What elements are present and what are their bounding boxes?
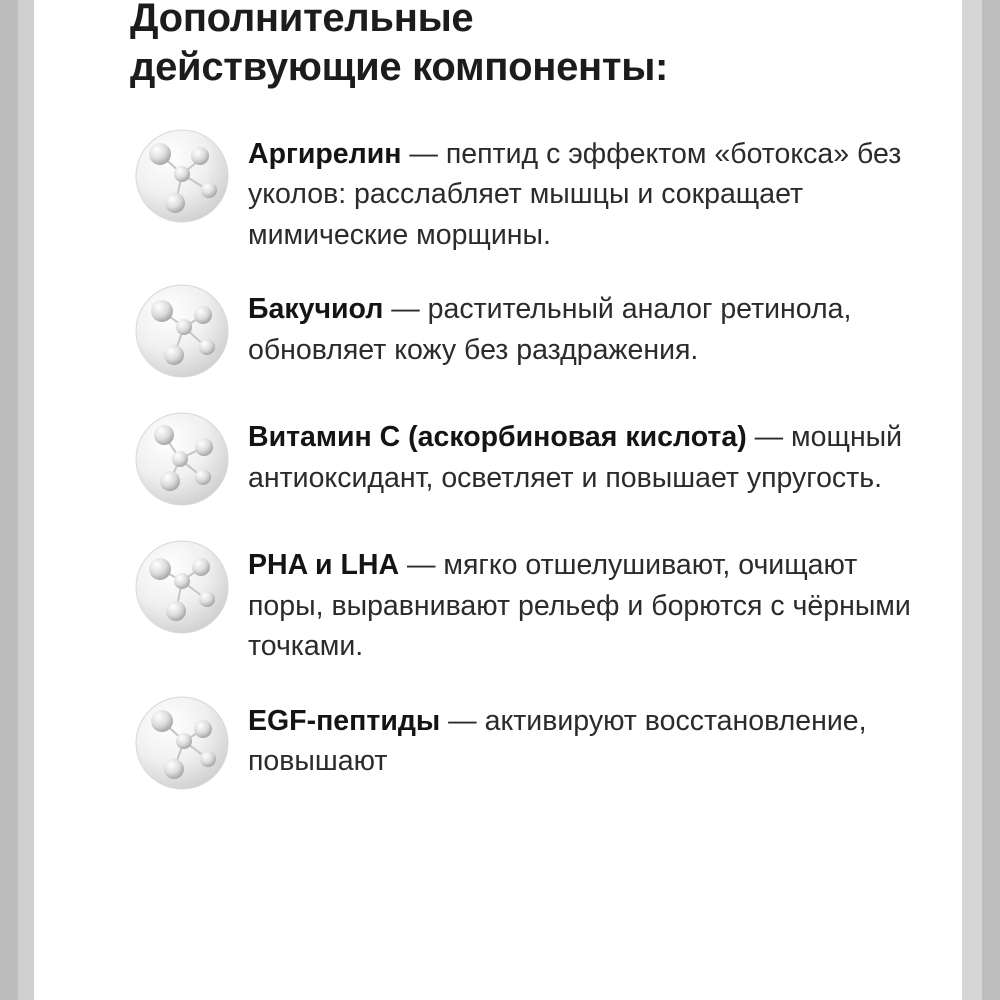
list-item-text [248, 689, 930, 782]
list-item-text [248, 277, 930, 370]
document-sheet [34, 0, 962, 1000]
component-name: Бакучиол [248, 293, 384, 326]
list-item-text [248, 122, 930, 255]
components-list [130, 122, 930, 817]
page-title-line-2: действующие компоненты: [130, 44, 669, 89]
molecule-sphere-icon [130, 124, 234, 228]
page-title-line-1: Дополнительные [130, 0, 474, 40]
molecule-sphere-icon [130, 279, 234, 383]
list-item [130, 405, 930, 511]
component-description: пептид с эффектом «ботокса» без уколов: расслабляет мышцы и сокращает мимические морщины. [248, 138, 902, 251]
component-description: мягко отшелушивают, очищают поры, выравнивают рельеф и борются с чёрными точками. [248, 549, 911, 663]
list-item [130, 689, 930, 795]
molecule-sphere-icon [130, 691, 234, 795]
page-title [130, 0, 920, 92]
molecule-sphere-icon [130, 535, 234, 639]
dash: — [399, 549, 444, 582]
dash: — [383, 293, 428, 326]
list-item [130, 277, 930, 383]
component-description: растительный аналог ретинола, обновляет кожу без раздражения. [248, 293, 852, 366]
component-name: PHA и LHA [248, 549, 400, 582]
component-name: Витамин С (аскорбиновая кислота) [248, 421, 747, 454]
component-description: активируют восстановление, повышают [248, 704, 867, 778]
component-name: EGF-пептиды [248, 704, 441, 737]
dash: — [401, 138, 446, 170]
list-item-text [248, 405, 930, 498]
list-item [130, 122, 930, 255]
component-name: Аргирелин [248, 138, 402, 170]
dash: — [440, 704, 485, 737]
list-item-text [248, 533, 930, 666]
component-description: мощный антиоксидант, осветляет и повышает упругость. [248, 421, 903, 494]
dash: — [746, 421, 792, 454]
list-item [130, 533, 930, 666]
molecule-sphere-icon [130, 407, 234, 511]
